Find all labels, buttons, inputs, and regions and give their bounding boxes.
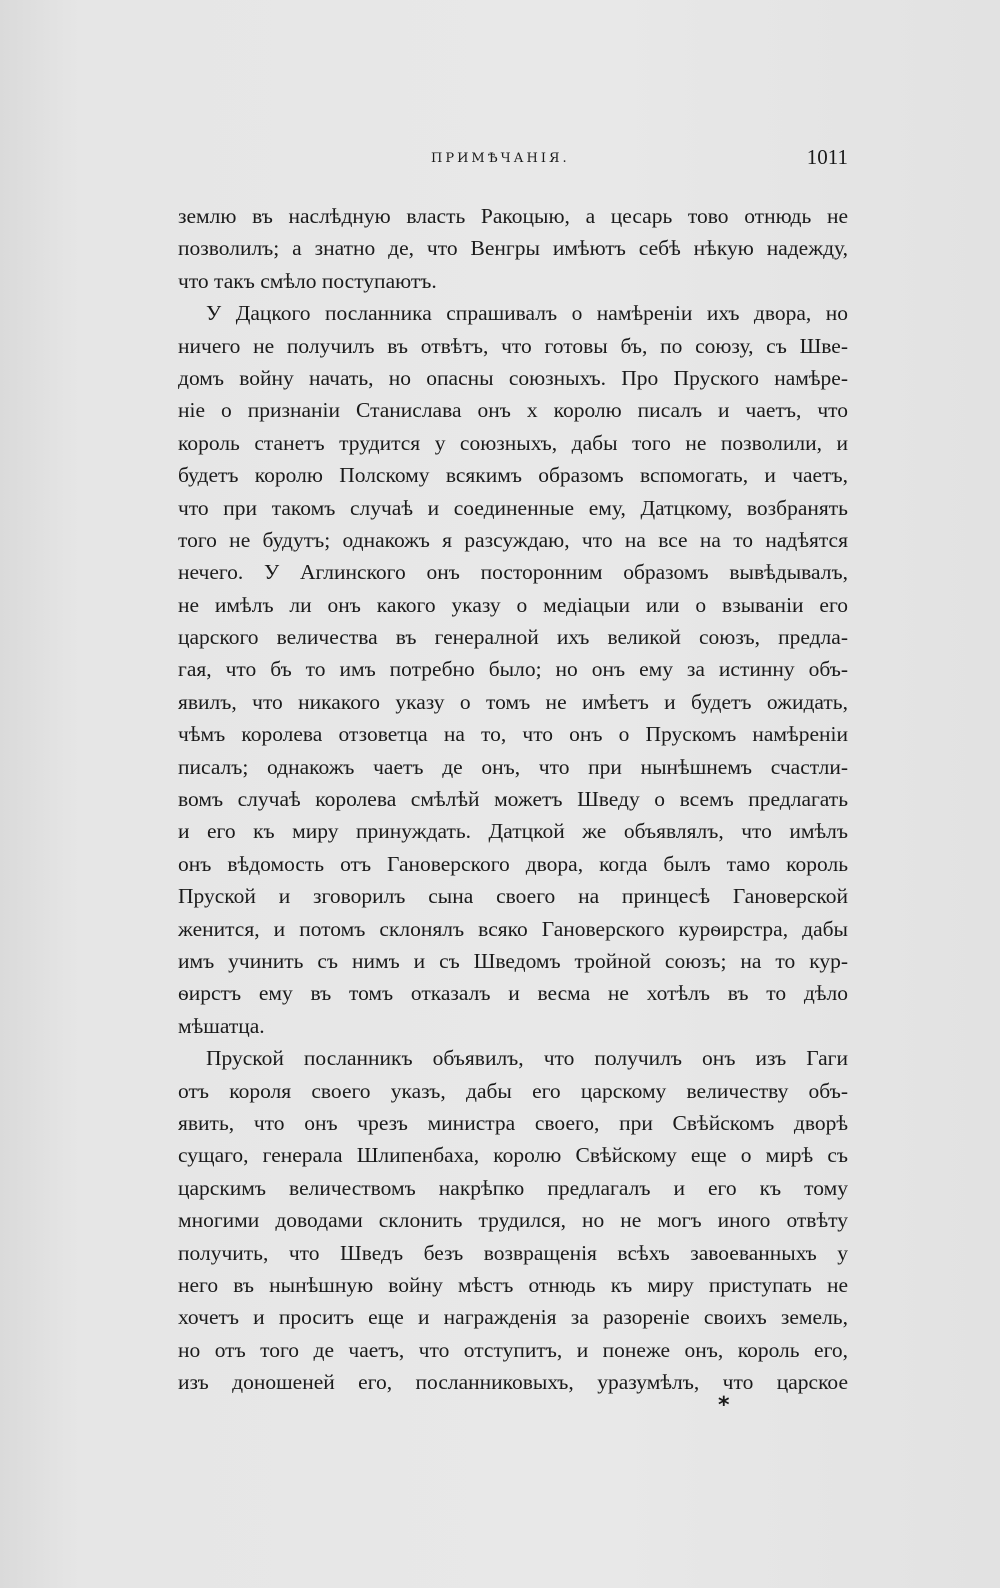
text-line: писалъ; однакожъ чаетъ де онъ, что при нынѣшнемъ счастли- bbox=[178, 754, 848, 779]
text-line: землю въ наслѣдную власть Ракоцыю, а цесарь тово отнюдь не bbox=[178, 204, 848, 228]
text-line: того не будутъ; однакожъ я разсуждаю, что на все на то надѣятся bbox=[178, 527, 848, 552]
text-line: ѳирстъ ему въ томъ отказалъ и весма не хотѣлъ въ то дѣло bbox=[178, 981, 848, 1006]
text-line: Пруской и зговорилъ сына своего на принцесѣ Гановерской bbox=[178, 884, 848, 909]
text-line: и его къ миру принуждать. Датцкой же объявлялъ, что имѣлъ bbox=[178, 819, 848, 844]
text-line: У Дацкого посланника спрашивалъ о намѣреніи ихъ двора, но bbox=[206, 301, 848, 326]
paragraph bbox=[178, 297, 848, 1042]
text-line: него въ нынѣшную войну мѣстъ отнюдь къ миру приступать не bbox=[178, 1272, 848, 1297]
text-line: явить, что онъ чрезъ министра своего, при Свѣйскомъ дворѣ bbox=[178, 1110, 848, 1135]
text-line: царскимъ величествомъ накрѣпко предлагалъ и его къ тому bbox=[178, 1175, 848, 1200]
text-line: позволилъ; а знатно де, что Венгры имѣютъ себѣ нѣкую надежду, bbox=[178, 236, 848, 261]
signature-mark: * bbox=[718, 1393, 730, 1418]
text-line: женится, и потомъ склонялъ всяко Гановерского курѳирстра, дабы bbox=[178, 916, 848, 941]
text-line: многими доводами склонить трудился, но не могъ иного отвѣту bbox=[178, 1208, 848, 1233]
text-line: гая, что бъ то имъ потребно было; но онъ ему за истинну объ- bbox=[178, 657, 848, 682]
text-line: ничего не получилъ въ отвѣтъ, что готовы бъ, по союзу, съ Шве- bbox=[178, 333, 848, 358]
text-line: нечего. У Аглинского онъ посторонним образомъ вывѣдывалъ, bbox=[178, 560, 848, 585]
text-line: царского величества въ генералной ихъ великой союзъ, предла- bbox=[178, 625, 848, 650]
text-line: что при такомъ случаѣ и соединенные ему, Датцкому, возбранять bbox=[178, 495, 848, 520]
text-line: онъ вѣдомость отъ Гановерского двора, когда былъ тамо король bbox=[178, 851, 848, 876]
text-line: мѣшатца. bbox=[178, 1013, 265, 1038]
text-line: Пруской посланникъ объявилъ, что получилъ онъ изъ Гаги bbox=[206, 1046, 848, 1071]
text-line: сущаго, генерала Шлипенбаха, королю Свѣйскому еще о мирѣ съ bbox=[178, 1143, 848, 1168]
text-line: имъ учинить съ нимъ и съ Шведомъ тройной союзъ; на то кур- bbox=[178, 948, 848, 973]
text-line: изъ доношеней его, посланниковыхъ, уразумѣлъ, что царское bbox=[178, 1370, 848, 1395]
text-line: но отъ того де чаетъ, что отступитъ, и понеже онъ, король его, bbox=[178, 1337, 848, 1362]
text-line: хочетъ и проситъ еще и награжденія за разореніе своихъ земель, bbox=[178, 1305, 848, 1330]
body-text bbox=[178, 200, 848, 1398]
text-line: чѣмъ королева отзоветца на то, что онъ о Прускомъ намѣреніи bbox=[178, 722, 848, 747]
text-line: король станетъ трудится у союзныхъ, дабы того не позволили, и bbox=[178, 430, 848, 455]
paragraph bbox=[178, 200, 848, 297]
text-line: явилъ, что никакого указу о томъ не имѣетъ и будетъ ожидать, bbox=[178, 689, 848, 714]
text-line: получить, что Шведъ безъ возвращенія всѣхъ завоеванныхъ у bbox=[178, 1240, 848, 1265]
paragraph bbox=[178, 1042, 848, 1398]
page-number: 1011 bbox=[806, 145, 848, 169]
text-line: домъ войну начать, но опасны союзныхъ. Про Пруского намѣре- bbox=[178, 365, 848, 390]
text-line: не имѣлъ ли онъ какого указу о медіацыи или о взываніи его bbox=[178, 592, 848, 617]
text-line: вомъ случаѣ королева смѣлѣй можетъ Шведу о всемъ предлагать bbox=[178, 787, 848, 812]
text-line: ніе о признаніи Станислава онъ х королю писалъ и чаетъ, что bbox=[178, 398, 848, 423]
text-line: что такъ смѣло поступаютъ. bbox=[178, 268, 437, 293]
text-line: отъ короля своего указъ, дабы его царскому величеству объ- bbox=[178, 1078, 848, 1103]
text-line: будетъ королю Полскому всякимъ образомъ вспомогать, и чаетъ, bbox=[178, 463, 848, 488]
running-head-title: ПРИМѢЧАНІЯ. bbox=[431, 151, 570, 166]
running-head bbox=[178, 145, 848, 175]
